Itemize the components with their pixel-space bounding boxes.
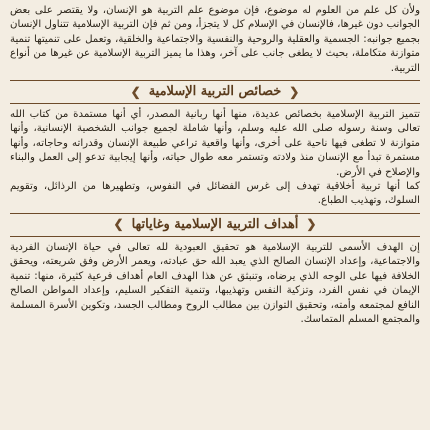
section-heading-text: خصائص التربية الإسلامية <box>148 84 282 100</box>
paragraph: تتميز التربية الإسلامية بخصائص عديدة، منها أنها ربانية المصدر، أي أنها مستمدة من كتاب الله تعالى وسنة رسوله صلى الله عليه وسلم، وأنها شاملة لجميع جوانب الشخصية الإنسانية، وأنها متوازنة لا تطغى فيها ناحية على أخرى، وأنها واقعية تراعي طبيعة الإنسان وقدراته وحاجاته، وأنها مستمرة تبدأ مع الإنسان منذ ولادته وتستمر معه طوال حياته، وأنها إيجابية تدعو إلى العمل والبناء والإصلاح في الأرض. <box>10 109 420 178</box>
section-heading <box>10 213 420 237</box>
paragraph: كما أنها تربية أخلاقية تهدف إلى غرس الفضائل في النفوس، وتطهيرها من الرذائل، وتقويم السلوك، وتهذيب الطباع. <box>10 181 420 207</box>
ornament-icon: ❯ <box>113 217 124 232</box>
ornament-icon: ❯ <box>130 84 141 99</box>
paragraph: إن الهدف الأسمى للتربية الإسلامية هو تحقيق العبودية لله تعالى في حياة الإنسان الفردية والاجتماعية، وإعداد الإنسان الصالح الذي يعبد الله حق عبادته، ويعمر الأرض وفق شريعته، ويحقق الخلافة فيها على الوجه الذي يرضاه، وتنبثق عن هذا الهدف العام أهداف فرعية كثيرة، منها: تنمية الإيمان في نفس الفرد، وتزكية النفس وتهذيبها، وتنمية التفكير السليم، وإعداد المواطن الصالح النافع لمجتمعه وأمته، وتحقيق التوازن بين مطالب الروح ومطالب الجسد، وتكوين الأسرة المسلمة والمجتمع المسلم المتماسك. <box>10 241 420 325</box>
ornament-icon: ❮ <box>289 84 300 99</box>
paragraph: ولأن كل علم من العلوم له موضوع، فإن موضوع علم التربية هو الإنسان، ولا يقتصر على بعض الجوانب دون غيرها، فالإنسان في الإسلام كل لا يتجزأ، ومن ثم فإن التربية الإسلامية تتناول الإنسان بجميع جوانبه: الجسمية والعقلية والروحية والنفسية والاجتماعية والخلقية، وتعمل على تنميتها تنمية متوازنة متكاملة، بحيث لا يطغى جانب على آخر، وهذا ما يميز التربية الإسلامية عن غيرها من أنواع التربية. <box>10 5 420 74</box>
section-heading <box>10 80 420 104</box>
section-heading-text: أهداف التربية الإسلامية وغاياتها <box>131 216 299 232</box>
ornament-icon: ❮ <box>306 217 317 232</box>
